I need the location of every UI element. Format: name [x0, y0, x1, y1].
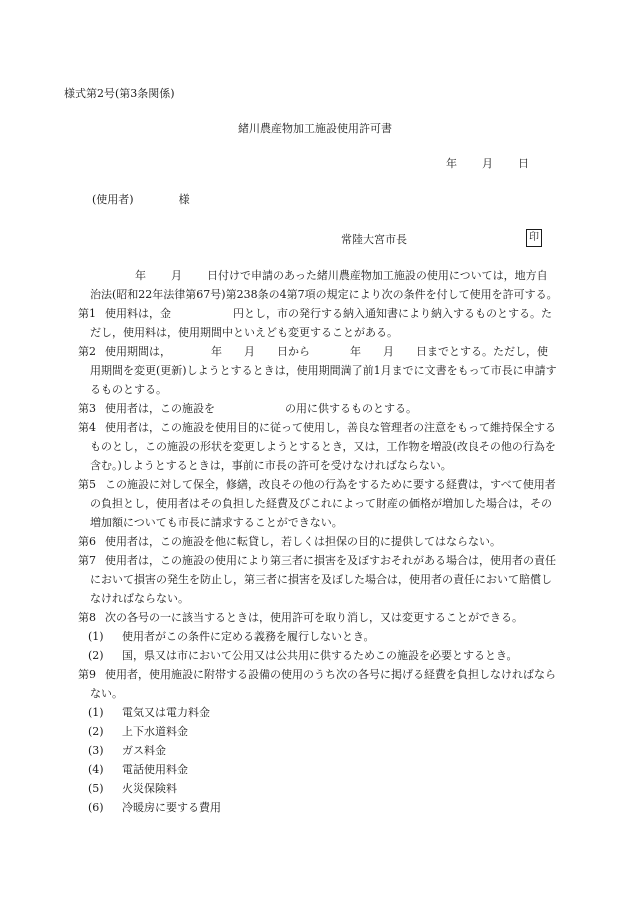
article-label: 第1	[78, 307, 96, 320]
article-2-year-1: 年	[211, 345, 222, 358]
user-label: (使用者)	[92, 193, 134, 206]
article-3	[78, 399, 558, 418]
item-number: (6)	[88, 801, 104, 814]
form-number: 様式第2号(第3条関係)	[64, 87, 175, 100]
intro-text: 日付けで申請のあった緒川農産物加工施設の使用については，地方自治法(昭和22年法律第67号)第238条の4第7項の規定により次の条件を付して使用を許可する。	[90, 269, 558, 301]
intro-month: 月	[171, 269, 182, 282]
article-label: 第2	[78, 345, 96, 358]
list-item	[78, 798, 558, 817]
article-8-text: 次の各号の一に該当するときは，使用許可を取り消し，又は変更することができる。	[105, 611, 523, 624]
list-item	[78, 646, 558, 665]
list-item	[78, 760, 558, 779]
article-3-text-b: の用に供するものとする。	[285, 402, 417, 415]
article-2-year-2: 年	[350, 345, 361, 358]
article-label: 第5	[78, 478, 96, 491]
honorific: 様	[178, 193, 190, 206]
article-1-text-a: 使用料は，金	[105, 307, 171, 320]
article-2-month-1: 月	[244, 345, 255, 358]
article-9-text: 使用者，使用施設に附帯する設備の使用のうち次の各号に掲げる経費を負担しなければならない。	[90, 668, 556, 700]
article-2-month-2: 月	[383, 345, 394, 358]
article-6-text: 使用者は，この施設を他に転貸し，若しくは担保の目的に提供してはならない。	[105, 535, 501, 548]
article-5	[78, 475, 558, 532]
document-title: 緒川農産物加工施設使用許可書	[238, 122, 392, 135]
item-number: (5)	[88, 782, 104, 795]
seal-mark: 印	[526, 229, 542, 247]
article-label: 第4	[78, 421, 96, 434]
list-item	[78, 741, 558, 760]
list-item	[78, 703, 558, 722]
item-text: 電話使用料金	[122, 763, 188, 776]
article-label: 第3	[78, 402, 96, 415]
article-6	[78, 532, 558, 551]
article-2	[78, 342, 558, 399]
article-label: 第7	[78, 554, 96, 567]
article-4	[78, 418, 558, 475]
article-2-text-b: 日までとする。ただし，使用期間を変更(更新)しようとするときは，使用期間満了前1月までに文書をもって市長に申請するものとする。	[90, 345, 557, 396]
issue-date	[446, 154, 529, 173]
list-item	[78, 779, 558, 798]
date-month-label: 月	[482, 157, 493, 170]
addressee-line	[92, 190, 190, 209]
article-3-text-a: 使用者は，この施設を	[105, 402, 215, 415]
item-number: (2)	[88, 649, 104, 662]
list-item	[78, 627, 558, 646]
article-7	[78, 551, 558, 608]
article-2-day-1: 日から	[277, 345, 310, 358]
date-year-label: 年	[446, 157, 457, 170]
item-text: ガス料金	[122, 744, 166, 757]
issuer-name: 常陸大宮市長	[341, 233, 407, 246]
article-2-text-a: 使用期間は，	[105, 345, 171, 358]
date-day-label: 日	[518, 157, 529, 170]
item-text: 使用者がこの条件に定める義務を履行しないとき。	[122, 630, 375, 643]
item-text: 冷暖房に要する費用	[122, 801, 221, 814]
item-text: 国，県又は市において公用又は公共用に供するためこの施設を必要とするとき。	[122, 649, 518, 662]
article-8	[78, 608, 558, 627]
article-1-text-b: 円とし，市の発行する納入通知書により納入するものとする。ただし，使用料は，使用期間中といえども変更することがある。	[90, 307, 552, 339]
item-number: (3)	[88, 744, 104, 757]
item-number: (1)	[88, 706, 104, 719]
item-text: 火災保険料	[122, 782, 177, 795]
article-9	[78, 665, 558, 703]
item-number: (1)	[88, 630, 104, 643]
article-5-text: この施設に対して保全，修繕，改良その他の行為をするために要する経費は，すべて使用者の負担とし，使用者はその負担した経費及びこれによって財産の価格が増加した場合は，その増加額についても市長に請求することができない。	[90, 478, 556, 529]
item-text: 上下水道料金	[122, 725, 188, 738]
document-body	[78, 266, 558, 817]
item-text: 電気又は電力料金	[122, 706, 210, 719]
article-label: 第8	[78, 611, 96, 624]
article-label: 第9	[78, 668, 96, 681]
intro-paragraph	[78, 266, 558, 304]
item-number: (2)	[88, 725, 104, 738]
article-label: 第6	[78, 535, 96, 548]
article-1	[78, 304, 558, 342]
item-number: (4)	[88, 763, 104, 776]
intro-year: 年	[135, 269, 146, 282]
list-item	[78, 722, 558, 741]
article-4-text: 使用者は，この施設を使用目的に従って使用し，善良な管理者の注意をもって維持保全するものとし，この施設の形状を変更しようとするとき，又は，工作物を増設(改良その他の行為を含む。)しようとするときは，事前に市長の許可を受けなければならない。	[90, 421, 556, 472]
article-7-text: 使用者は，この施設の使用により第三者に損害を及ぼすおそれがある場合は，使用者の責任において損害の発生を防止し，第三者に損害を及ぼした場合は，使用者の責任において賠償しなければならない。	[90, 554, 556, 605]
